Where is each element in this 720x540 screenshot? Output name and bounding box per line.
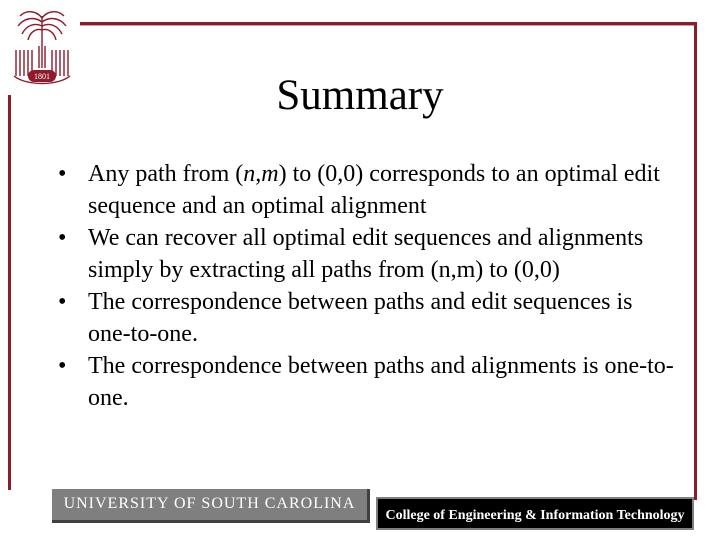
bullet-text: Any path from (n,m) to (0,0) corresponds to an optimal edit sequence and an optimal alignment — [88, 161, 660, 219]
university-logo — [6, 6, 78, 92]
bullet-dot-icon: • — [58, 289, 67, 315]
bullet-dot-icon: • — [58, 353, 67, 379]
palmetto-seal-icon — [6, 6, 78, 92]
logo-year: 1801 — [34, 72, 50, 81]
bullet-item — [58, 350, 678, 414]
bullet-item — [58, 286, 678, 350]
bullet-item — [58, 158, 678, 222]
bullet-dot-icon: • — [58, 161, 67, 187]
frame-left-border — [8, 95, 11, 490]
university-footer-bar — [52, 489, 370, 523]
frame-right-border — [694, 22, 697, 500]
college-footer-bar — [376, 497, 694, 530]
university-name: UNIVERSITY OF SOUTH CAROLINA — [63, 495, 356, 512]
bullet-text: The correspondence between paths and alignments is one-to-one. — [88, 353, 674, 411]
frame-top-shadow — [80, 25, 697, 26]
bullet-dot-icon: • — [58, 225, 67, 251]
college-name: College of Engineering & Information Technology — [385, 508, 685, 523]
bullet-item — [58, 222, 678, 286]
bullet-text: The correspondence between paths and edit sequences is one-to-one. — [88, 289, 633, 347]
bullet-list — [58, 158, 678, 414]
bullet-text: We can recover all optimal edit sequences and alignments simply by extracting all paths from (n,m) to (0,0) — [88, 225, 644, 283]
slide-title: Summary — [276, 72, 444, 119]
